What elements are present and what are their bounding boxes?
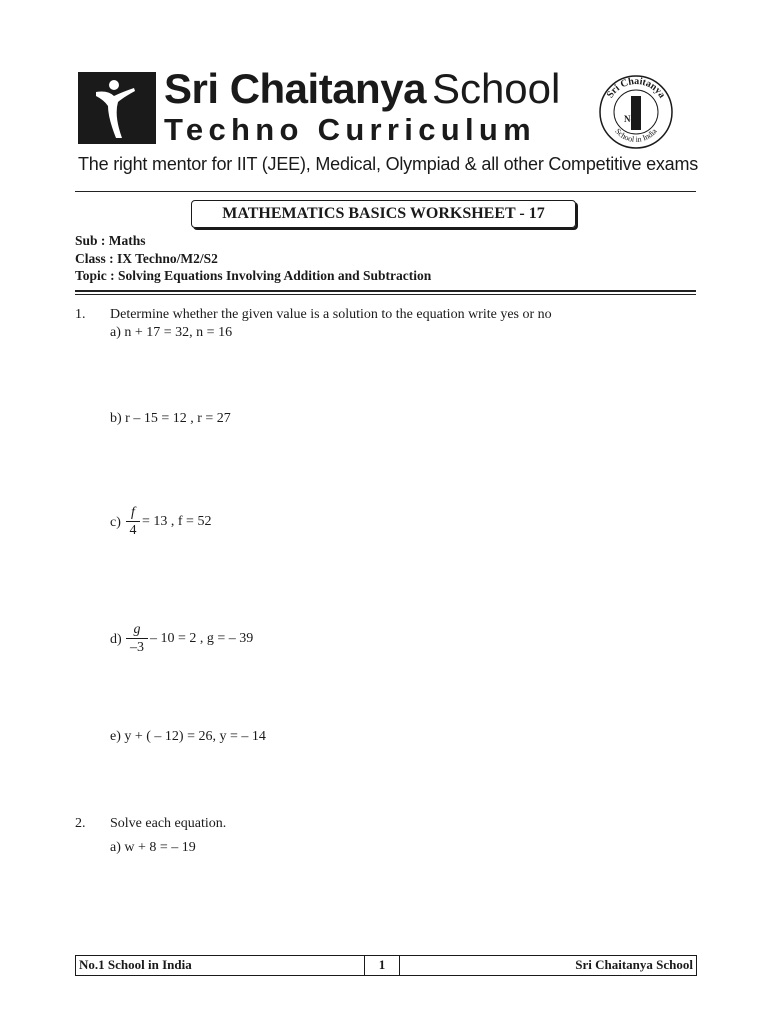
question-2-part-a: a) w + 8 = – 19 (110, 840, 196, 855)
question-1-part-c-fraction (126, 505, 140, 540)
school-logo (78, 72, 156, 144)
topic-line: Topic : Solving Equations Involving Addition and Subtraction (75, 268, 432, 283)
seal-text-bottom: School in India (613, 126, 659, 145)
tagline: The right mentor for IIT (JEE), Medical, Olympiad & all other Competitive exams (78, 154, 699, 174)
runner-emblem-icon (78, 72, 156, 144)
seal-emblem-icon (598, 74, 674, 150)
question-1-part-b: b) r – 15 = 12 , r = 27 (110, 411, 231, 426)
footer-left-text: No.1 School in India (79, 957, 192, 972)
fraction-denominator: 4 (129, 523, 137, 538)
page-footer (75, 955, 697, 976)
fraction-denominator: –3 (130, 640, 144, 655)
question-1-part-a: a) n + 17 = 32, n = 16 (110, 325, 233, 340)
topic-divider (75, 290, 696, 292)
worksheet-title: MATHEMATICS BASICS WORKSHEET - 17 (191, 200, 576, 228)
fraction-numerator: g (133, 622, 141, 637)
brand-name-school: School (431, 65, 561, 112)
footer-right-text: Sri Chaitanya School (575, 957, 693, 972)
question-1-number: 1. (75, 307, 86, 322)
subject-line: Sub : Maths (75, 233, 146, 248)
question-1-part-c-label: c) (110, 515, 121, 530)
brand-name-bold: Sri Chaitanya (164, 65, 426, 112)
brand-name (164, 65, 561, 112)
question-1-part-d-rest: – 10 = 2 , g = – 39 (150, 631, 254, 646)
fraction-numerator: f (131, 505, 135, 520)
brand-subtitle: Techno Curriculum (164, 112, 536, 147)
question-1-text: Determine whether the given value is a solution to the equation write yes or no (110, 307, 552, 322)
seal-text-top: Sri Chaitanya (604, 75, 668, 101)
footer-divider (399, 956, 400, 975)
question-1-part-d-label: d) (110, 632, 122, 647)
page-number: 1 (378, 957, 386, 972)
question-1-part-e: e) y + ( – 12) = 26, y = – 14 (110, 729, 266, 744)
topic-divider-thin (75, 294, 696, 295)
question-1-part-d-fraction (126, 622, 148, 657)
class-line: Class : IX Techno/M2/S2 (75, 251, 218, 266)
brand-wordmark (164, 65, 604, 148)
header-divider (75, 191, 696, 192)
seal-no: No (624, 114, 635, 124)
no1-seal (598, 74, 674, 150)
question-2-text: Solve each equation. (110, 816, 227, 831)
question-2-number: 2. (75, 816, 86, 831)
question-1-part-c-rest: = 13 , f = 52 (142, 514, 212, 529)
